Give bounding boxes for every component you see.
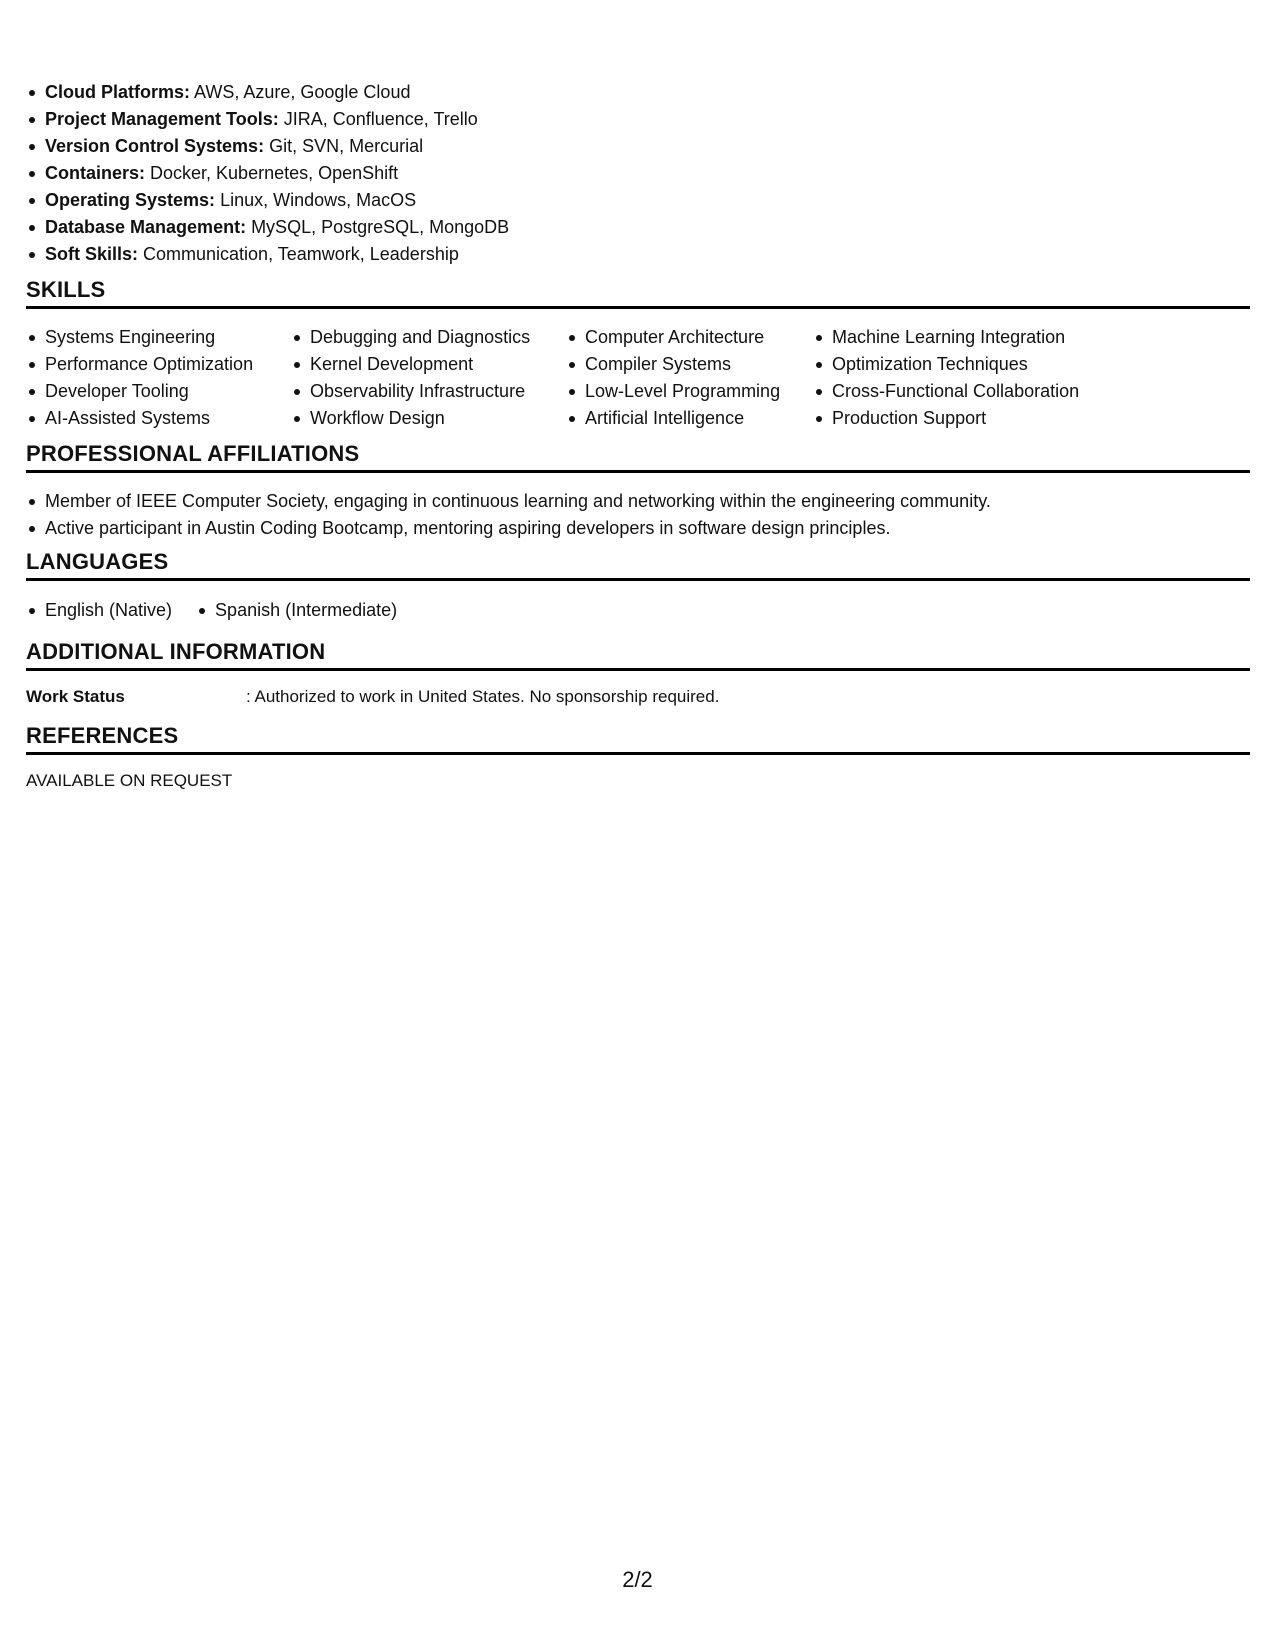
skill-item: Production Support bbox=[813, 405, 1113, 432]
list-item: Cloud Platforms: AWS, Azure, Google Cloud bbox=[26, 79, 509, 106]
skills-column bbox=[291, 324, 566, 432]
page-number: 2/2 bbox=[622, 1567, 653, 1592]
references-text: AVAILABLE ON REQUEST bbox=[26, 771, 233, 790]
skill-item: Workflow Design bbox=[291, 405, 566, 432]
language-item: English (Native) bbox=[26, 597, 172, 624]
skill-item: Machine Learning Integration bbox=[813, 324, 1113, 351]
skill-item: Kernel Development bbox=[291, 351, 566, 378]
list-item: Project Management Tools: JIRA, Confluence, Trello bbox=[26, 106, 509, 133]
list-item: Containers: Docker, Kubernetes, OpenShift bbox=[26, 160, 509, 187]
list-item: Operating Systems: Linux, Windows, MacOS bbox=[26, 187, 509, 214]
list-item: Soft Skills: Communication, Teamwork, Leadership bbox=[26, 241, 509, 268]
skills-grid bbox=[26, 324, 1113, 432]
section-title-additional-information: ADDITIONAL INFORMATION bbox=[26, 638, 1250, 671]
list-item: Database Management: MySQL, PostgreSQL, MongoDB bbox=[26, 214, 509, 241]
skills-column bbox=[566, 324, 813, 432]
skill-item: Compiler Systems bbox=[566, 351, 813, 378]
skill-item: Debugging and Diagnostics bbox=[291, 324, 566, 351]
skill-item: Cross-Functional Collaboration bbox=[813, 378, 1113, 405]
affiliations-list bbox=[26, 488, 991, 542]
section-title-references: REFERENCES bbox=[26, 722, 1250, 755]
skills-column bbox=[26, 324, 291, 432]
skill-item: Performance Optimization bbox=[26, 351, 291, 378]
tools-list bbox=[26, 79, 509, 268]
skill-item: Optimization Techniques bbox=[813, 351, 1113, 378]
skills-column bbox=[813, 324, 1113, 432]
work-status-row bbox=[26, 685, 719, 709]
skill-item: Systems Engineering bbox=[26, 324, 291, 351]
skill-item: Artificial Intelligence bbox=[566, 405, 813, 432]
list-item: Member of IEEE Computer Society, engaging in continuous learning and networking within the engineering community. bbox=[26, 488, 991, 515]
work-status-label: Work Status bbox=[26, 687, 125, 706]
skill-item: Computer Architecture bbox=[566, 324, 813, 351]
skill-item: Developer Tooling bbox=[26, 378, 291, 405]
section-title-affiliations: PROFESSIONAL AFFILIATIONS bbox=[26, 440, 1250, 473]
list-item: Version Control Systems: Git, SVN, Mercurial bbox=[26, 133, 509, 160]
list-item: Active participant in Austin Coding Bootcamp, mentoring aspiring developers in software design principles. bbox=[26, 515, 991, 542]
work-status-value: : Authorized to work in United States. No sponsorship required. bbox=[246, 687, 720, 706]
section-title-languages: LANGUAGES bbox=[26, 548, 1250, 581]
language-item: Spanish (Intermediate) bbox=[196, 597, 397, 624]
languages-list bbox=[26, 597, 421, 624]
skill-item: Low-Level Programming bbox=[566, 378, 813, 405]
skill-item: Observability Infrastructure bbox=[291, 378, 566, 405]
skill-item: AI-Assisted Systems bbox=[26, 405, 291, 432]
section-title-skills: SKILLS bbox=[26, 276, 1250, 309]
